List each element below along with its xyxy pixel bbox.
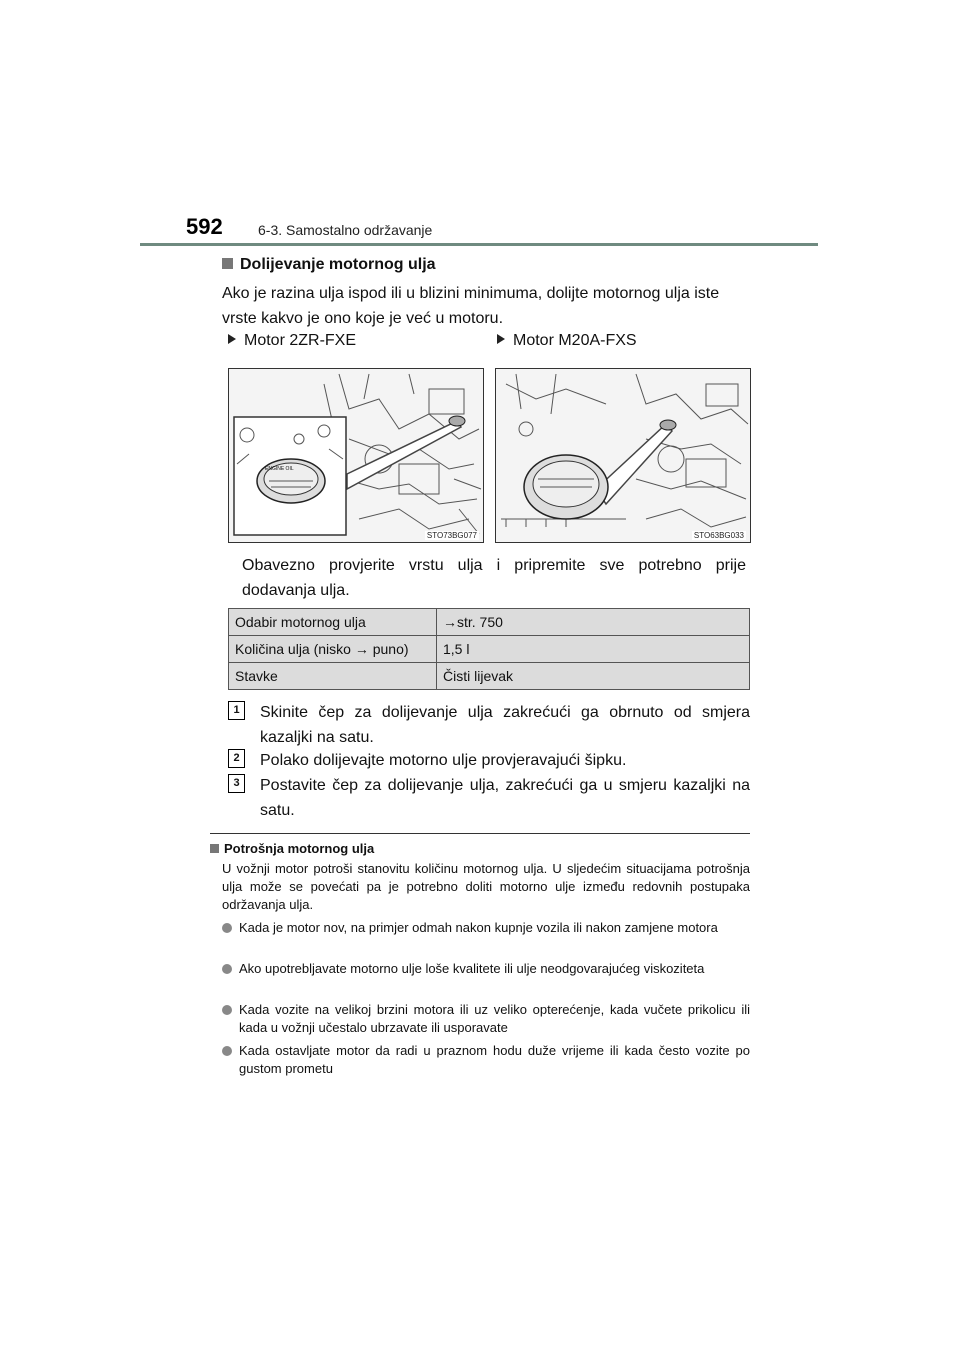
bullet-dot-icon: [222, 964, 232, 974]
triangle-bullet-icon: [228, 334, 236, 344]
engine-a-label: [228, 332, 356, 350]
step-number: 3: [228, 774, 245, 793]
engine-bay-drawing-b: [496, 369, 750, 542]
engine-a-label-text: Motor 2ZR-FXE: [244, 332, 357, 349]
info-heading: [210, 841, 374, 856]
step-text: Postavite čep za dolijevanje ulja, zakrećući ga u smjeru kazaljki na satu.: [260, 777, 750, 819]
list-item: [222, 1042, 750, 1078]
list-item: [222, 919, 750, 937]
engine-b-illustration: [495, 368, 751, 543]
engine-b-label: [497, 332, 637, 350]
bullet-dot-icon: [222, 1046, 232, 1056]
list-item-text: Ako upotrebljavate motorno ulje loše kvalitete ili ulje neodgovarajućeg viskoziteta: [239, 961, 705, 976]
step-item: [228, 748, 750, 773]
bullet-dot-icon: [222, 923, 232, 933]
list-item: [222, 960, 750, 978]
header-divider: [140, 243, 818, 246]
page-number: 592: [186, 214, 223, 239]
table-cell-label: Stavke: [229, 663, 437, 690]
list-item-text: Kada vozite na velikoj brzini motora ili uz veliko opterećenje, kada vučete prikolicu ili kada u vožnji učestalo ubrzavate ili usporavate: [239, 1002, 750, 1035]
step-item: [228, 700, 750, 750]
list-item-text: Kada ostavljate motor da radi u praznom hodu duže vrijeme ili kada često vozite po gustom prometu: [239, 1043, 750, 1076]
list-item: [222, 1001, 750, 1037]
step-item: [228, 773, 750, 823]
info-heading-text: Potrošnja motornog ulja: [224, 841, 375, 856]
step-text: Skinite čep za dolijevanje ulja zakrećući ga obrnuto od smjera kazaljki na satu.: [260, 704, 750, 746]
info-paragraph: U vožnji motor potroši stanovitu količinu motornog ulja. U sljedećim situacijama potrošnja ulja može se povećati pa je potrebno doliti motorno ulje između redovnih postupaka održavanja ulja.: [222, 861, 750, 912]
preparation-note: Obavezno provjerite vrstu ulja i pripremite sve potrebno prije dodavanja ulja.: [242, 557, 746, 599]
table-cell-value: →str. 750: [437, 609, 750, 636]
table-cell-label: Odabir motornog ulja: [229, 609, 437, 636]
list-item-text: Kada je motor nov, na primjer odmah nakon kupnje vozila ili nakon zamjene motora: [239, 920, 718, 935]
table-cell-value: 1,5 l: [437, 636, 750, 663]
table-cell-label: Količina ulja (nisko → puno): [229, 636, 437, 663]
intro-paragraph: Ako je razina ulja ispod ili u blizini minimuma, dolijte motornog ulja iste vrste kakvo je ono koje je već u motoru.: [222, 285, 720, 327]
step-number: 1: [228, 701, 245, 720]
section-title: 6-3. Samostalno održavanje: [258, 222, 433, 238]
engine-bay-drawing-a: [229, 369, 483, 542]
step-number: 2: [228, 749, 245, 768]
table-row: [229, 636, 750, 663]
info-divider: [210, 833, 750, 834]
engine-oil-cap-text: ENGINE OIL: [265, 466, 294, 472]
engine-a-illustration: [228, 368, 484, 543]
figure-a-code: STO73BG077: [426, 531, 477, 540]
triangle-bullet-icon: [497, 334, 505, 344]
bullet-dot-icon: [222, 1005, 232, 1015]
table-row: [229, 609, 750, 636]
square-bullet-icon: [222, 258, 233, 269]
figure-b-code: STO63BG033: [693, 531, 744, 540]
table-cell-value: Čisti lijevak: [437, 663, 750, 690]
table-row: [229, 663, 750, 690]
oil-info-table: [228, 608, 750, 690]
section-heading-text: Dolijevanje motornog ulja: [240, 256, 436, 273]
section-heading: [222, 256, 436, 274]
step-text: Polako dolijevajte motorno ulje provjeravajući šipku.: [260, 752, 627, 769]
engine-b-label-text: Motor M20A-FXS: [513, 332, 637, 349]
square-bullet-icon: [210, 844, 219, 853]
